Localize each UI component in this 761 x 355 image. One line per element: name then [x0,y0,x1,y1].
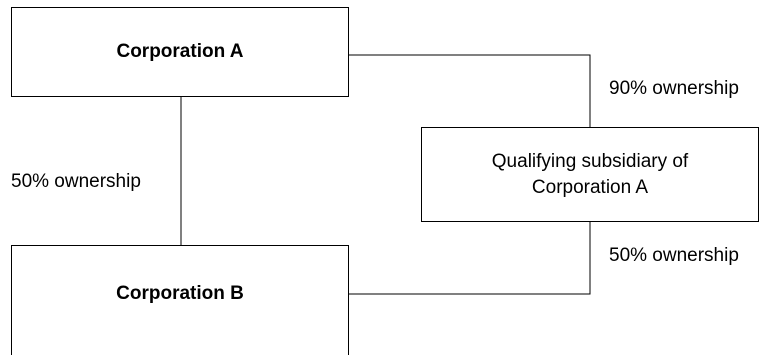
connector-subsidiary-to-b [349,222,590,294]
qualifying-subsidiary-box [421,127,759,222]
corporation-a-box [11,7,349,97]
corporation-a-label: Corporation A [116,41,244,62]
connector-a-to-subsidiary [349,55,590,127]
edge-label-a-to-b: 50% ownership [11,171,141,192]
edge-label-subsidiary-to-b: 50% ownership [609,245,739,266]
qualifying-subsidiary-label: Qualifying subsidiary of Corporation A [491,150,689,198]
edge-label-a-to-subsidiary: 90% ownership [609,78,739,99]
corporation-b-label: Corporation B [116,282,244,304]
corporation-b-box [11,245,349,355]
